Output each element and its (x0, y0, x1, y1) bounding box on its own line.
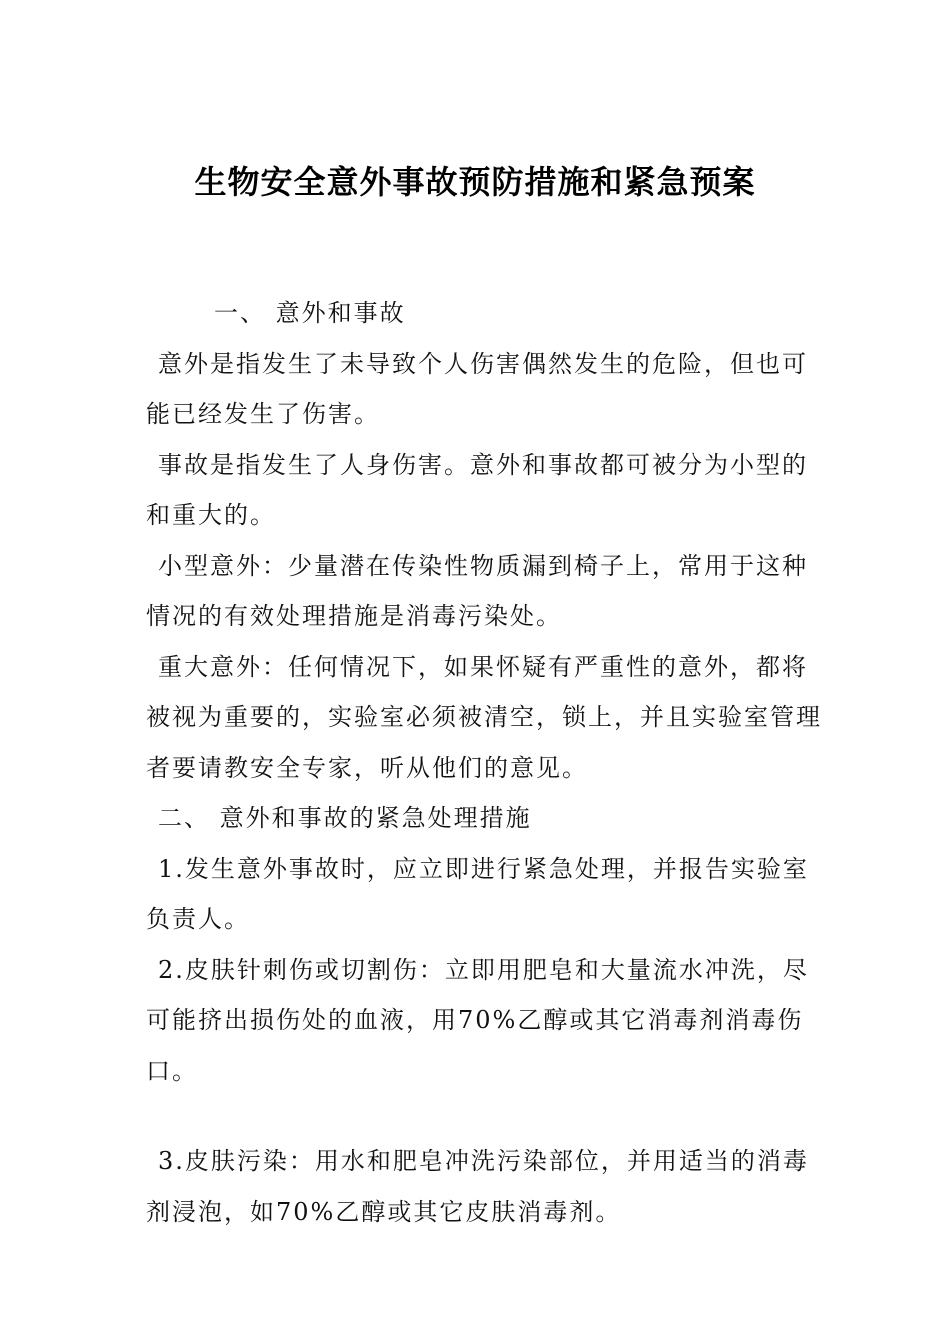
paragraph-item-1: 1.发生意外事故时，应立即进行紧急处理，并报告实验室负责人。 (146, 854, 809, 933)
document-body (146, 288, 826, 1237)
paragraph-minor-incident: 小型意外：少量潜在传染性物质漏到椅子上，常用于这种情况的有效处理措施是消毒污染处。 (146, 551, 808, 630)
section-heading-emergency-measures: 二、 意外和事故的紧急处理措施 (158, 804, 532, 832)
paragraph-item-3: 3.皮肤污染：用水和肥皂冲洗污染部位，并用适当的消毒剂浸泡，如70%乙醇或其它皮肤消毒剂。 (146, 1147, 809, 1226)
paragraph-item-2: 2.皮肤针刺伤或切割伤：立即用肥皂和大量流水冲洗，尽可能挤出损伤处的血液，用70%乙醇或其它消毒剂消毒伤口。 (146, 955, 809, 1085)
paragraph-major-incident: 重大意外：任何情况下，如果怀疑有严重性的意外，都将被视为重要的，实验室必须被清空，锁上，并且实验室管理者要请教安全专家，听从他们的意见。 (146, 652, 822, 782)
paragraph-gap (146, 1096, 826, 1136)
document-title: 生物安全意外事故预防措施和紧急预案 (194, 163, 756, 201)
section-heading-accidents: 一、 意外和事故 (214, 299, 406, 327)
paragraph-incident-definition: 意外是指发生了未导致个人伤害偶然发生的危险，但也可能已经发生了伤害。 (146, 349, 808, 428)
paragraph-accident-definition: 事故是指发生了人身伤害。意外和事故都可被分为小型的和重大的。 (146, 450, 808, 529)
